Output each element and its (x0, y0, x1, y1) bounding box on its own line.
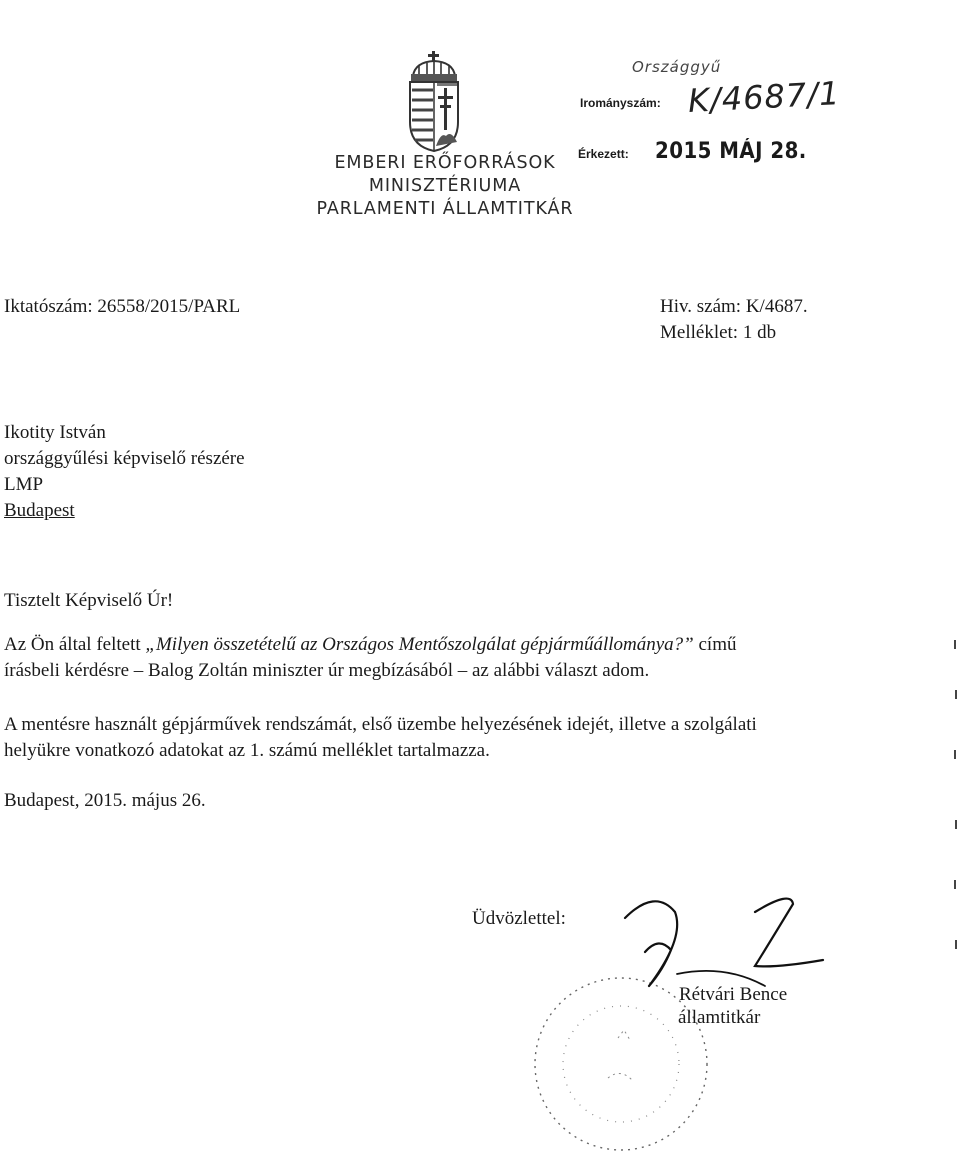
salutation: Tisztelt Képviselő Úr! (4, 590, 174, 611)
paragraph-2 (4, 712, 956, 764)
addressee-city: Budapest (4, 500, 75, 521)
iromanyszam-label: Irományszám: (580, 96, 661, 110)
addressee-name: Ikotity István (4, 422, 106, 443)
iromanyszam-handwritten: K/4687/1 (687, 74, 842, 120)
question-title: „Milyen összetételű az Országos Mentőszolgálat gépjárműállománya?” (145, 634, 694, 655)
scan-speck (955, 820, 957, 829)
paragraph-2-line-1: A mentésre használt gépjárművek rendszámát, első üzembe helyezésének idejét, illetve a szolgálati (4, 714, 757, 735)
erkezett-date-stamp: 2015 MÁJ 28. (655, 139, 807, 164)
scan-speck (955, 940, 957, 949)
stamp-top-text: Országgyű (632, 58, 722, 76)
melleklet: Melléklet: 1 db (660, 322, 777, 343)
ministry-line-3: PARLAMENTI ÁLLAMTITKÁR (316, 199, 574, 219)
closing: Üdvözlettel: (472, 908, 566, 929)
hiv-szam: Hiv. szám: K/4687. (660, 296, 808, 317)
scan-speck (954, 640, 956, 649)
ministry-line-2: MINISZTÉRIUMA (368, 176, 522, 196)
coat-of-arms-logo (403, 50, 465, 152)
addressee-party: LMP (4, 474, 44, 495)
iktatoszam: Iktatószám: 26558/2015/PARL (4, 296, 241, 317)
paragraph-1 (4, 632, 956, 684)
handwritten-signature (615, 890, 830, 990)
addressee-role: országgyűlési képviselő részére (4, 448, 245, 469)
addressee-block (4, 420, 245, 524)
scan-speck (954, 750, 956, 759)
ministry-heading (280, 152, 610, 221)
scan-speck (954, 880, 956, 889)
paragraph-1-line-2: írásbeli kérdésre – Balog Zoltán miniszter úr megbízásából – az alábbi választ adom. (4, 660, 650, 681)
signatory-name: Rétvári Bence (679, 984, 788, 1005)
signatory-title: államtitkár (678, 1007, 761, 1028)
erkezett-label: Érkezett: (578, 147, 629, 161)
paragraph-2-line-2: helyükre vonatkozó adatokat az 1. számú melléklet tartalmazza. (4, 740, 490, 761)
paragraph-1-suffix: című (693, 634, 737, 655)
paragraph-1-prefix: Az Ön által feltett (4, 634, 146, 655)
ministry-line-1: EMBERI ERŐFORRÁSOK (334, 153, 556, 173)
date-line: Budapest, 2015. május 26. (4, 790, 206, 811)
scan-speck (955, 690, 957, 699)
